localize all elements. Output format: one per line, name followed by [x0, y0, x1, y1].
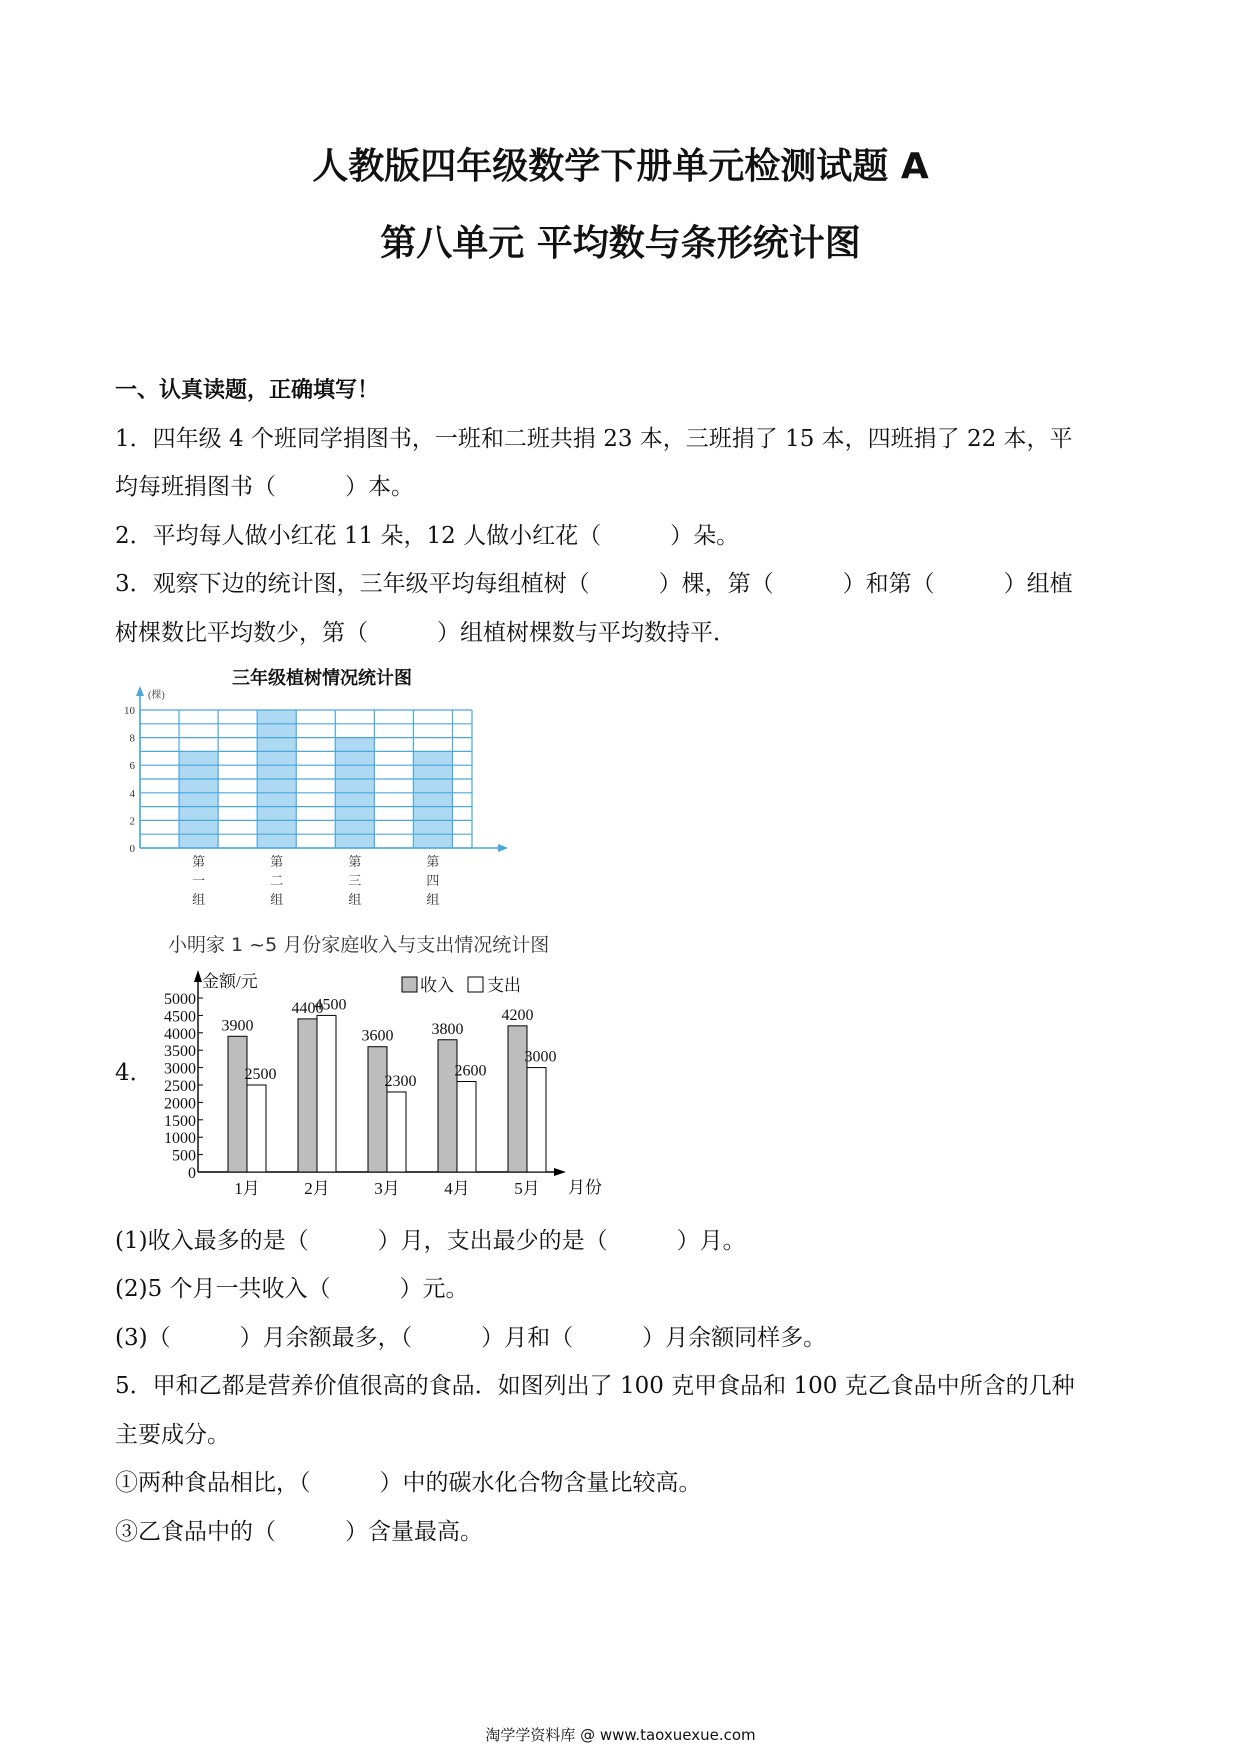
- expense-bar: [387, 1092, 406, 1172]
- income-bar: [368, 1047, 387, 1172]
- tree-x-axis-arrow: [498, 844, 508, 852]
- question-3-line-2: 树棵数比平均数少，第（ ）组植树棵数与平均数持平．: [115, 620, 736, 646]
- page-subtitle: 第八单元 平均数与条形统计图: [380, 223, 861, 264]
- legend-income-swatch: [402, 977, 417, 992]
- tree-category-label: 组: [348, 892, 362, 907]
- income-bar: [298, 1019, 317, 1172]
- income-category-label: 2月: [304, 1179, 330, 1198]
- legend-income-label: 收入: [420, 976, 454, 995]
- expense-data-label: 2300: [384, 1072, 417, 1090]
- tree-category-label: 第: [192, 854, 206, 869]
- tree-category-label: 四: [426, 873, 440, 888]
- tree-bar: [179, 751, 218, 848]
- tree-y-tick-label: 0: [129, 843, 135, 855]
- tree-planting-chart: [115, 680, 565, 915]
- question-4-part-2: (2)5 个月一共收入（ ）元。: [115, 1276, 469, 1302]
- expense-data-label: 2600: [454, 1062, 487, 1080]
- income-data-label: 3900: [221, 1017, 254, 1035]
- legend-expense-swatch: [468, 977, 483, 992]
- tree-bar: [413, 751, 452, 848]
- expense-bar: [317, 1015, 336, 1172]
- expense-bar: [247, 1085, 266, 1172]
- income-category-label: 1月: [234, 1179, 260, 1198]
- income-bar: [438, 1040, 457, 1172]
- tree-category-label: 二: [270, 873, 284, 888]
- section-heading: 一、认真读题，正确填写！: [115, 378, 380, 403]
- question-1-line-1: 1．四年级 4 个班同学捐图书，一班和二班共捐 23 本，三班捐了 15 本，四班捐了 22 本，平: [115, 426, 1073, 452]
- tree-y-axis-arrow: [136, 686, 144, 696]
- income-y-tick-label: 2500: [164, 1078, 196, 1095]
- question-5-part-1: ①两种食品相比，（ ）中的碳水化合物含量比较高。: [115, 1470, 702, 1496]
- expense-data-label: 4500: [314, 996, 347, 1014]
- expense-bar: [527, 1068, 546, 1172]
- tree-category-label: 组: [192, 892, 206, 907]
- legend-expense-label: 支出: [487, 976, 521, 995]
- question-5-line-1: 5．甲和乙都是营养价值很高的食品．如图列出了 100 克甲食品和 100 克乙食品中所含的几种: [115, 1373, 1075, 1399]
- income-y-axis-arrow: [194, 970, 202, 982]
- expense-bar: [457, 1082, 476, 1172]
- tree-category-label: 一: [192, 873, 206, 888]
- question-1-line-2: 均每班捐图书（ ）本。: [115, 474, 414, 500]
- question-3-line-1: 3．观察下边的统计图，三年级平均每组植树（ ）棵，第（ ）和第（ ）组植: [115, 571, 1073, 597]
- income-category-label: 4月: [444, 1179, 470, 1198]
- question-4-part-1: (1)收入最多的是（ ）月，支出最少的是（ ）月。: [115, 1228, 746, 1254]
- income-data-label: 4400: [291, 999, 324, 1017]
- income-y-tick-label: 3000: [164, 1060, 196, 1078]
- income-y-tick-label: 0: [188, 1165, 196, 1182]
- tree-y-tick-label: 2: [129, 815, 135, 828]
- question-5-line-2: 主要成分。: [115, 1422, 230, 1448]
- income-chart-title: 小明家 1 ~5 月份家庭收入与支出情况统计图: [168, 934, 550, 956]
- income-x-axis-label: 月份: [568, 1178, 602, 1197]
- income-y-tick-label: 1000: [164, 1130, 196, 1148]
- income-data-label: 3600: [361, 1027, 394, 1045]
- tree-y-tick-label: 10: [124, 705, 135, 717]
- tree-y-axis-label: (棵): [148, 690, 165, 701]
- tree-category-label: 第: [348, 854, 362, 869]
- income-y-tick-label: 4000: [164, 1025, 196, 1043]
- tree-y-tick-label: 8: [129, 732, 135, 745]
- income-y-axis-label: 金额/元: [202, 972, 258, 991]
- expense-data-label: 3000: [524, 1048, 557, 1066]
- income-y-tick-label: 3500: [164, 1043, 196, 1061]
- question-2: 2．平均每人做小红花 11 朵，12 人做小红花（ ）朵。: [115, 523, 740, 549]
- income-category-label: 5月: [514, 1179, 540, 1198]
- tree-chart-title: 三年级植树情况统计图: [232, 668, 412, 689]
- question-5-part-3: ③乙食品中的（ ）含量最高。: [115, 1519, 483, 1545]
- question-4-part-3: (3)（ ）月余额最多，（ ）月和（ ）月余额同样多。: [115, 1325, 827, 1351]
- tree-category-label: 组: [270, 892, 284, 907]
- income-y-tick-label: 500: [172, 1147, 196, 1165]
- income-y-tick-label: 5000: [164, 991, 196, 1008]
- page-title: 人教版四年级数学下册单元检测试题 A: [312, 146, 929, 187]
- expense-data-label: 2500: [244, 1066, 277, 1083]
- income-category-label: 3月: [374, 1179, 400, 1198]
- income-data-label: 3800: [431, 1020, 464, 1038]
- tree-y-tick-label: 6: [129, 760, 135, 773]
- footer-watermark: 淘学学资料库 @ www.taoxuexue.com: [485, 1726, 756, 1744]
- income-x-axis-arrow: [554, 1168, 566, 1176]
- income-y-tick-label: 1500: [164, 1112, 196, 1130]
- income-y-tick-label: 4500: [164, 1008, 196, 1026]
- income-expense-chart: [150, 958, 610, 1200]
- tree-category-label: 第: [426, 854, 440, 869]
- tree-category-label: 组: [426, 892, 440, 907]
- tree-category-label: 三: [348, 873, 362, 888]
- question-4-number: 4．: [115, 1060, 153, 1086]
- income-y-tick-label: 2000: [164, 1095, 196, 1113]
- tree-y-tick-label: 4: [129, 787, 135, 800]
- income-bar: [228, 1036, 247, 1172]
- income-data-label: 4200: [501, 1006, 534, 1024]
- tree-category-label: 第: [270, 854, 284, 869]
